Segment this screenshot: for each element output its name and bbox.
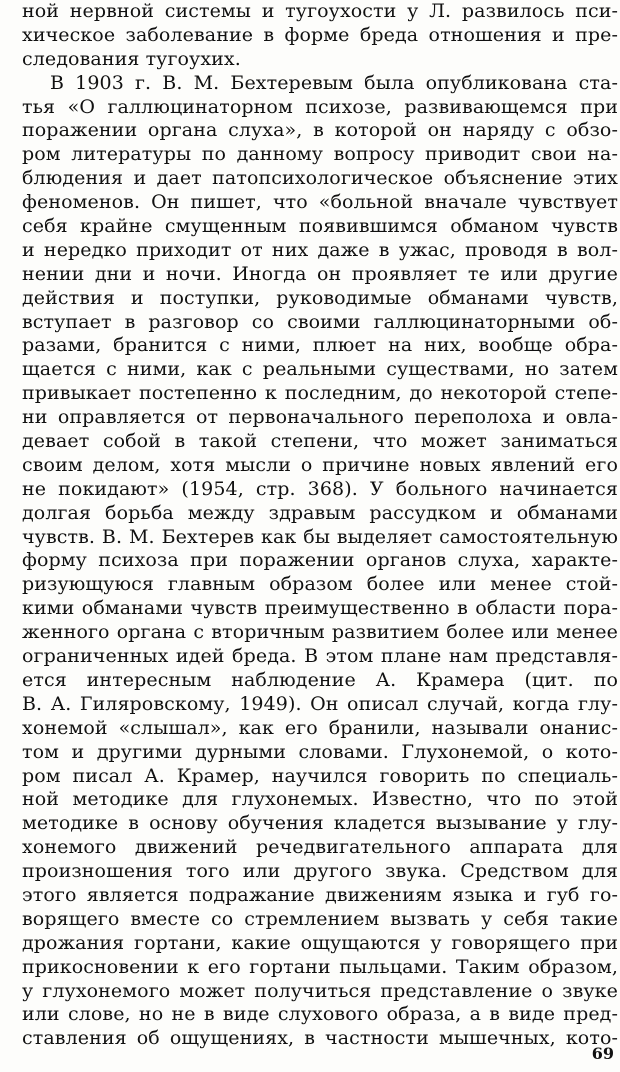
text-line: следования тугоухих.: [22, 47, 241, 70]
text-line: щается с ними, как с реальными существами, но затем: [22, 358, 618, 381]
text-line: своим делом, хотя мысли о причине новых явлений его: [22, 453, 618, 476]
text-line: методике в основу обучения кладется вызывание у глу-: [22, 812, 618, 835]
text-line: и нередко приходит от них даже в ужас, проводя в вол-: [22, 238, 618, 261]
text-line: хонемого движений речедвигательного аппарата для: [22, 836, 618, 859]
text-line: том и другими дурными словами. Глухонемой, о кото-: [22, 740, 618, 763]
text-line: В 1903 г. В. М. Бехтеревым была опубликована ста-: [50, 71, 618, 94]
text-line: долгая борьба между здравым рассудком и обманами: [22, 501, 618, 524]
text-line: ни оправляется от первоначального переполоха и овла-: [22, 406, 618, 429]
text-line: разами, бранится с ними, плюет на них, вообще обра-: [22, 334, 618, 357]
text-line: ставления об ощущениях, в частности мышечных, кото-: [22, 1027, 618, 1050]
text-line: поражении органа слуха», в которой он наряду с обзо-: [22, 119, 618, 142]
text-line: действия и поступки, руководимые обманами чувств,: [22, 286, 618, 309]
text-line: хонемой «слышал», как его бранили, называли онанис-: [22, 716, 618, 739]
text-line: ется интересным наблюдение А. Крамера (цит. по: [22, 668, 618, 691]
text-line: хическое заболевание в форме бреда отношения и пре-: [22, 23, 618, 46]
text-line: девает собой в такой степени, что может заниматься: [22, 430, 618, 453]
text-line: ром писал А. Крамер, научился говорить по специаль-: [22, 764, 618, 787]
text-line: привыкает постепенно к последним, до некоторой степе-: [22, 382, 618, 405]
text-line: или слове, но не в виде слухового образа, а в виде пред-: [22, 1003, 618, 1026]
text-line: феноменов. Он пишет, что «больной вначале чувствует: [22, 191, 618, 214]
text-line: чувств. В. М. Бехтерев как бы выделяет самостоятельную: [22, 525, 618, 548]
text-line: форму психоза при поражении органов слуха, характе-: [22, 549, 618, 572]
body-text: [22, 0, 618, 1051]
text-line: произношения того или другого звука. Средством для: [22, 860, 618, 883]
text-line: не покидают» (1954, стр. 368). У больного начинается: [22, 477, 618, 500]
page-number: 69: [591, 1044, 614, 1063]
text-line: В. А. Гиляровскому, 1949). Он описал случай, когда глу-: [22, 692, 618, 715]
text-line: ограниченных идей бреда. В этом плане нам представля-: [22, 645, 618, 668]
text-line: этого является подражание движениям языка и губ го-: [22, 883, 618, 906]
text-line: себя крайне смущенным появившимся обманом чувств: [22, 215, 618, 238]
text-line: ром литературы по данному вопросу приводит свои на-: [22, 143, 618, 166]
text-line: у глухонемого может получиться представление о звуке: [22, 979, 618, 1002]
text-line: ной методике для глухонемых. Известно, что по этой: [22, 788, 618, 811]
text-line: ворящего вместе со стремлением вызвать у себя такие: [22, 907, 618, 930]
text-line: прикосновении к его гортани пыльцами. Таким образом,: [22, 955, 618, 978]
text-line: дрожания гортани, какие ощущаются у говорящего при: [22, 931, 618, 954]
text-line: блюдения и дает патопсихологическое объяснение этих: [22, 167, 618, 190]
text-line: нении дни и ночи. Иногда он проявляет те или другие: [22, 262, 618, 285]
text-line: кими обманами чувств преимущественно в области пора-: [22, 597, 618, 620]
text-line: тья «О галлюцинаторном психозе, развивающемся при: [22, 95, 618, 118]
text-line: женного органа с вторичным развитием более или менее: [22, 621, 618, 644]
text-line: вступает в разговор со своими галлюцинаторными об-: [22, 310, 618, 333]
text-line: ной нервной системы и тугоухости у Л. развилось пси-: [22, 0, 618, 22]
text-line: ризующуюся главным образом более или менее стой-: [22, 573, 618, 596]
